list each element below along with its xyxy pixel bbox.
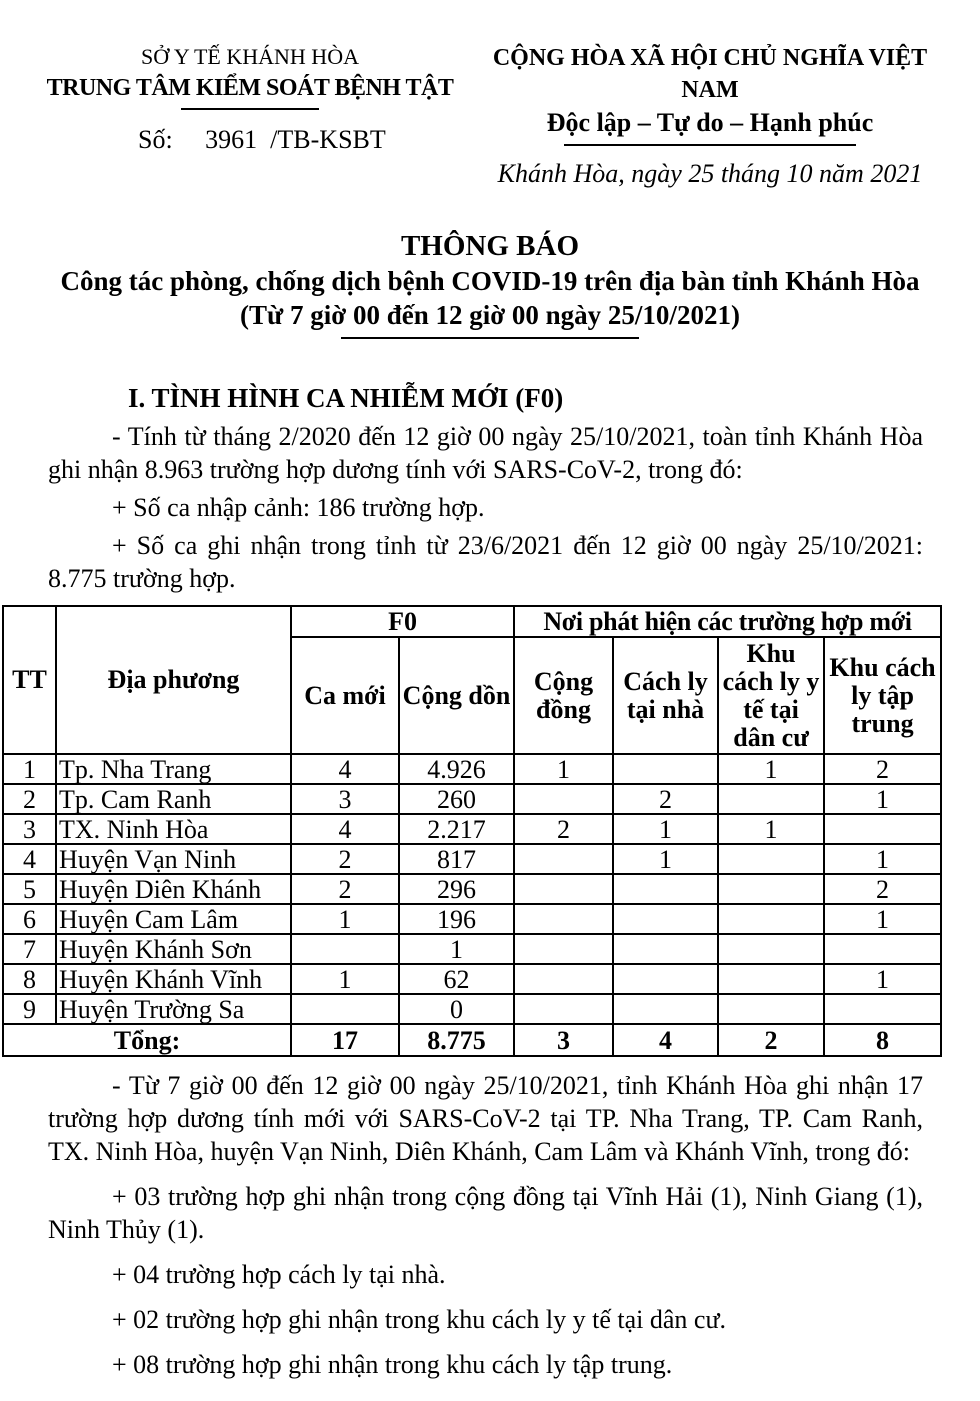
locality-cell: Huyện Khánh Sơn	[56, 934, 291, 964]
value-cell: 1	[718, 814, 824, 844]
value-cell	[514, 934, 613, 964]
table-row	[3, 784, 941, 814]
locality-cell: Huyện Diên Khánh	[56, 874, 291, 904]
value-cell	[291, 934, 399, 964]
value-cell: 196	[399, 904, 514, 934]
value-cell: 4	[291, 754, 399, 784]
total-centralized-quarantine-cell: 8	[824, 1024, 941, 1056]
value-cell	[514, 994, 613, 1024]
community-cases-paragraph: + 03 trường hợp ghi nhận trong cộng đồng tại Vĩnh Hải (1), Ninh Giang (1), Ninh Thủy (1).	[48, 1182, 923, 1244]
table-row	[3, 934, 941, 964]
value-cell: 1	[514, 754, 613, 784]
value-cell	[718, 964, 824, 994]
table-row	[3, 754, 941, 784]
total-cumulative-cell: 8.775	[399, 1024, 514, 1056]
value-cell	[514, 904, 613, 934]
document-subtitle-period: (Từ 7 giờ 00 đến 12 giờ 00 ngày 25/10/2021)	[240, 300, 740, 330]
value-cell: 296	[399, 874, 514, 904]
title-block	[0, 228, 980, 339]
value-cell: 7	[3, 934, 56, 964]
col-header-centralized-quarantine: Khu cách ly tập trung	[824, 637, 941, 754]
value-cell: 1	[291, 964, 399, 994]
value-cell	[613, 904, 718, 934]
locality-cell: Huyện Trường Sa	[56, 994, 291, 1024]
value-cell	[613, 874, 718, 904]
value-cell	[613, 934, 718, 964]
total-home-quarantine-cell: 4	[613, 1024, 718, 1056]
value-cell: 5	[3, 874, 56, 904]
value-cell	[718, 874, 824, 904]
col-header-locality: Địa phương	[56, 606, 291, 754]
issuing-agency-block	[20, 42, 480, 190]
value-cell: 1	[291, 904, 399, 934]
total-label-cell: Tổng:	[3, 1024, 291, 1056]
centralized-quarantine-paragraph: + 08 trường hợp ghi nhận trong khu cách ly tập trung.	[112, 1350, 673, 1379]
value-cell: 1	[824, 844, 941, 874]
value-cell: 9	[3, 994, 56, 1024]
value-cell: 3	[291, 784, 399, 814]
value-cell	[514, 964, 613, 994]
value-cell: 2	[514, 814, 613, 844]
value-cell	[824, 814, 941, 844]
total-medical-quarantine-cell: 2	[718, 1024, 824, 1056]
value-cell: 2	[291, 844, 399, 874]
value-cell	[824, 934, 941, 964]
value-cell	[718, 904, 824, 934]
value-cell: 2	[613, 784, 718, 814]
locality-cell: Huyện Vạn Ninh	[56, 844, 291, 874]
table-row	[3, 814, 941, 844]
col-header-cumulative: Cộng dồn	[399, 637, 514, 754]
value-cell: 4.926	[399, 754, 514, 784]
agency-name: TRUNG TÂM KIỂM SOÁT BỆNH TẬT	[46, 75, 454, 101]
table-body	[3, 754, 941, 1024]
col-group-detection-place: Nơi phát hiện các trường hợp mới	[514, 606, 941, 637]
value-cell: 4	[3, 844, 56, 874]
section-1-paragraph: - Tính từ tháng 2/2020 đến 12 giờ 00 ngày 25/10/2021, toàn tỉnh Khánh Hòa ghi nhận 8.963 trường hợp dương tính với SARS-CoV-2, trong đó:	[48, 422, 923, 484]
col-header-tt: TT	[3, 606, 56, 754]
locality-cell: Tp. Nha Trang	[56, 754, 291, 784]
value-cell: 2.217	[399, 814, 514, 844]
summary-paragraph: - Từ 7 giờ 00 đến 12 giờ 00 ngày 25/10/2021, tỉnh Khánh Hòa ghi nhận 17 trường hợp dương tính mới với SARS-CoV-2 tại TP. Nha Trang, TP. Cam Ranh, TX. Ninh Hòa, huyện Vạn Ninh, Diên Khánh, Cam Lâm và Khánh Vĩnh, trong đó:	[48, 1071, 923, 1166]
total-new-cases-cell: 17	[291, 1024, 399, 1056]
table-row	[3, 904, 941, 934]
agency-underline	[181, 108, 319, 110]
value-cell: 1	[718, 754, 824, 784]
value-cell: 1	[613, 814, 718, 844]
value-cell	[824, 994, 941, 1024]
section-1-provincial-cases: + Số ca ghi nhận trong tỉnh từ 23/6/2021 đến 12 giờ 00 ngày 25/10/2021: 8.775 trường hợp.	[48, 531, 923, 593]
total-community-cell: 3	[514, 1024, 613, 1056]
summary-block	[0, 1069, 980, 1381]
value-cell: 1	[824, 904, 941, 934]
section-1-heading: I. TÌNH HÌNH CA NHIỄM MỚI (F0)	[128, 383, 564, 413]
home-quarantine-paragraph: + 04 trường hợp cách ly tại nhà.	[112, 1260, 446, 1289]
value-cell: 6	[3, 904, 56, 934]
value-cell: 260	[399, 784, 514, 814]
national-title: CỘNG HÒA XÃ HỘI CHỦ NGHĨA VIỆT NAM	[492, 45, 928, 103]
value-cell	[514, 784, 613, 814]
value-cell: 1	[399, 934, 514, 964]
table-row	[3, 994, 941, 1024]
table-total-row	[3, 1024, 941, 1056]
col-header-medical-quarantine: Khu cách ly y tế tại dân cư	[718, 637, 824, 754]
agency-parent-name: SỞ Y TẾ KHÁNH HÒA	[141, 44, 359, 69]
value-cell: 1	[613, 844, 718, 874]
value-cell	[718, 784, 824, 814]
value-cell	[514, 874, 613, 904]
table-row	[3, 964, 941, 994]
value-cell	[613, 754, 718, 784]
document-subtitle: Công tác phòng, chống dịch bệnh COVID-19 trên địa bàn tỉnh Khánh Hòa	[60, 266, 920, 296]
value-cell: 2	[824, 754, 941, 784]
col-header-home-quarantine: Cách ly tại nhà	[613, 637, 718, 754]
value-cell	[291, 994, 399, 1024]
locality-cell: Tp. Cam Ranh	[56, 784, 291, 814]
value-cell: 2	[291, 874, 399, 904]
document-number: Số: 3961 /TB-KSBT	[138, 125, 386, 154]
locality-cell: Huyện Cam Lâm	[56, 904, 291, 934]
value-cell	[718, 994, 824, 1024]
value-cell	[718, 934, 824, 964]
value-cell	[613, 994, 718, 1024]
date-line: Khánh Hòa, ngày 25 tháng 10 năm 2021	[497, 159, 923, 188]
section-1-imported-cases: + Số ca nhập cảnh: 186 trường hợp.	[112, 493, 485, 522]
table-row	[3, 874, 941, 904]
table-row	[3, 844, 941, 874]
value-cell: 1	[3, 754, 56, 784]
value-cell: 2	[824, 874, 941, 904]
value-cell	[514, 844, 613, 874]
national-motto-block	[480, 42, 940, 190]
col-header-community: Cộng đồng	[514, 637, 613, 754]
value-cell: 8	[3, 964, 56, 994]
value-cell	[718, 844, 824, 874]
document-title: THÔNG BÁO	[400, 230, 580, 262]
value-cell: 62	[399, 964, 514, 994]
document-header	[0, 0, 980, 190]
value-cell: 1	[824, 964, 941, 994]
value-cell: 2	[3, 784, 56, 814]
value-cell: 817	[399, 844, 514, 874]
motto-underline	[564, 144, 856, 146]
value-cell: 4	[291, 814, 399, 844]
col-group-f0: F0	[291, 606, 514, 637]
col-header-new-cases: Ca mới	[291, 637, 399, 754]
value-cell: 0	[399, 994, 514, 1024]
covid-cases-table	[2, 605, 942, 1057]
locality-cell: Huyện Khánh Vĩnh	[56, 964, 291, 994]
table-header	[3, 606, 941, 754]
locality-cell: TX. Ninh Hòa	[56, 814, 291, 844]
value-cell: 3	[3, 814, 56, 844]
national-motto: Độc lập – Tự do – Hạnh phúc	[546, 108, 874, 137]
medical-quarantine-paragraph: + 02 trường hợp ghi nhận trong khu cách ly y tế tại dân cư.	[112, 1305, 727, 1334]
value-cell	[613, 964, 718, 994]
title-underline	[341, 337, 639, 339]
value-cell: 1	[824, 784, 941, 814]
